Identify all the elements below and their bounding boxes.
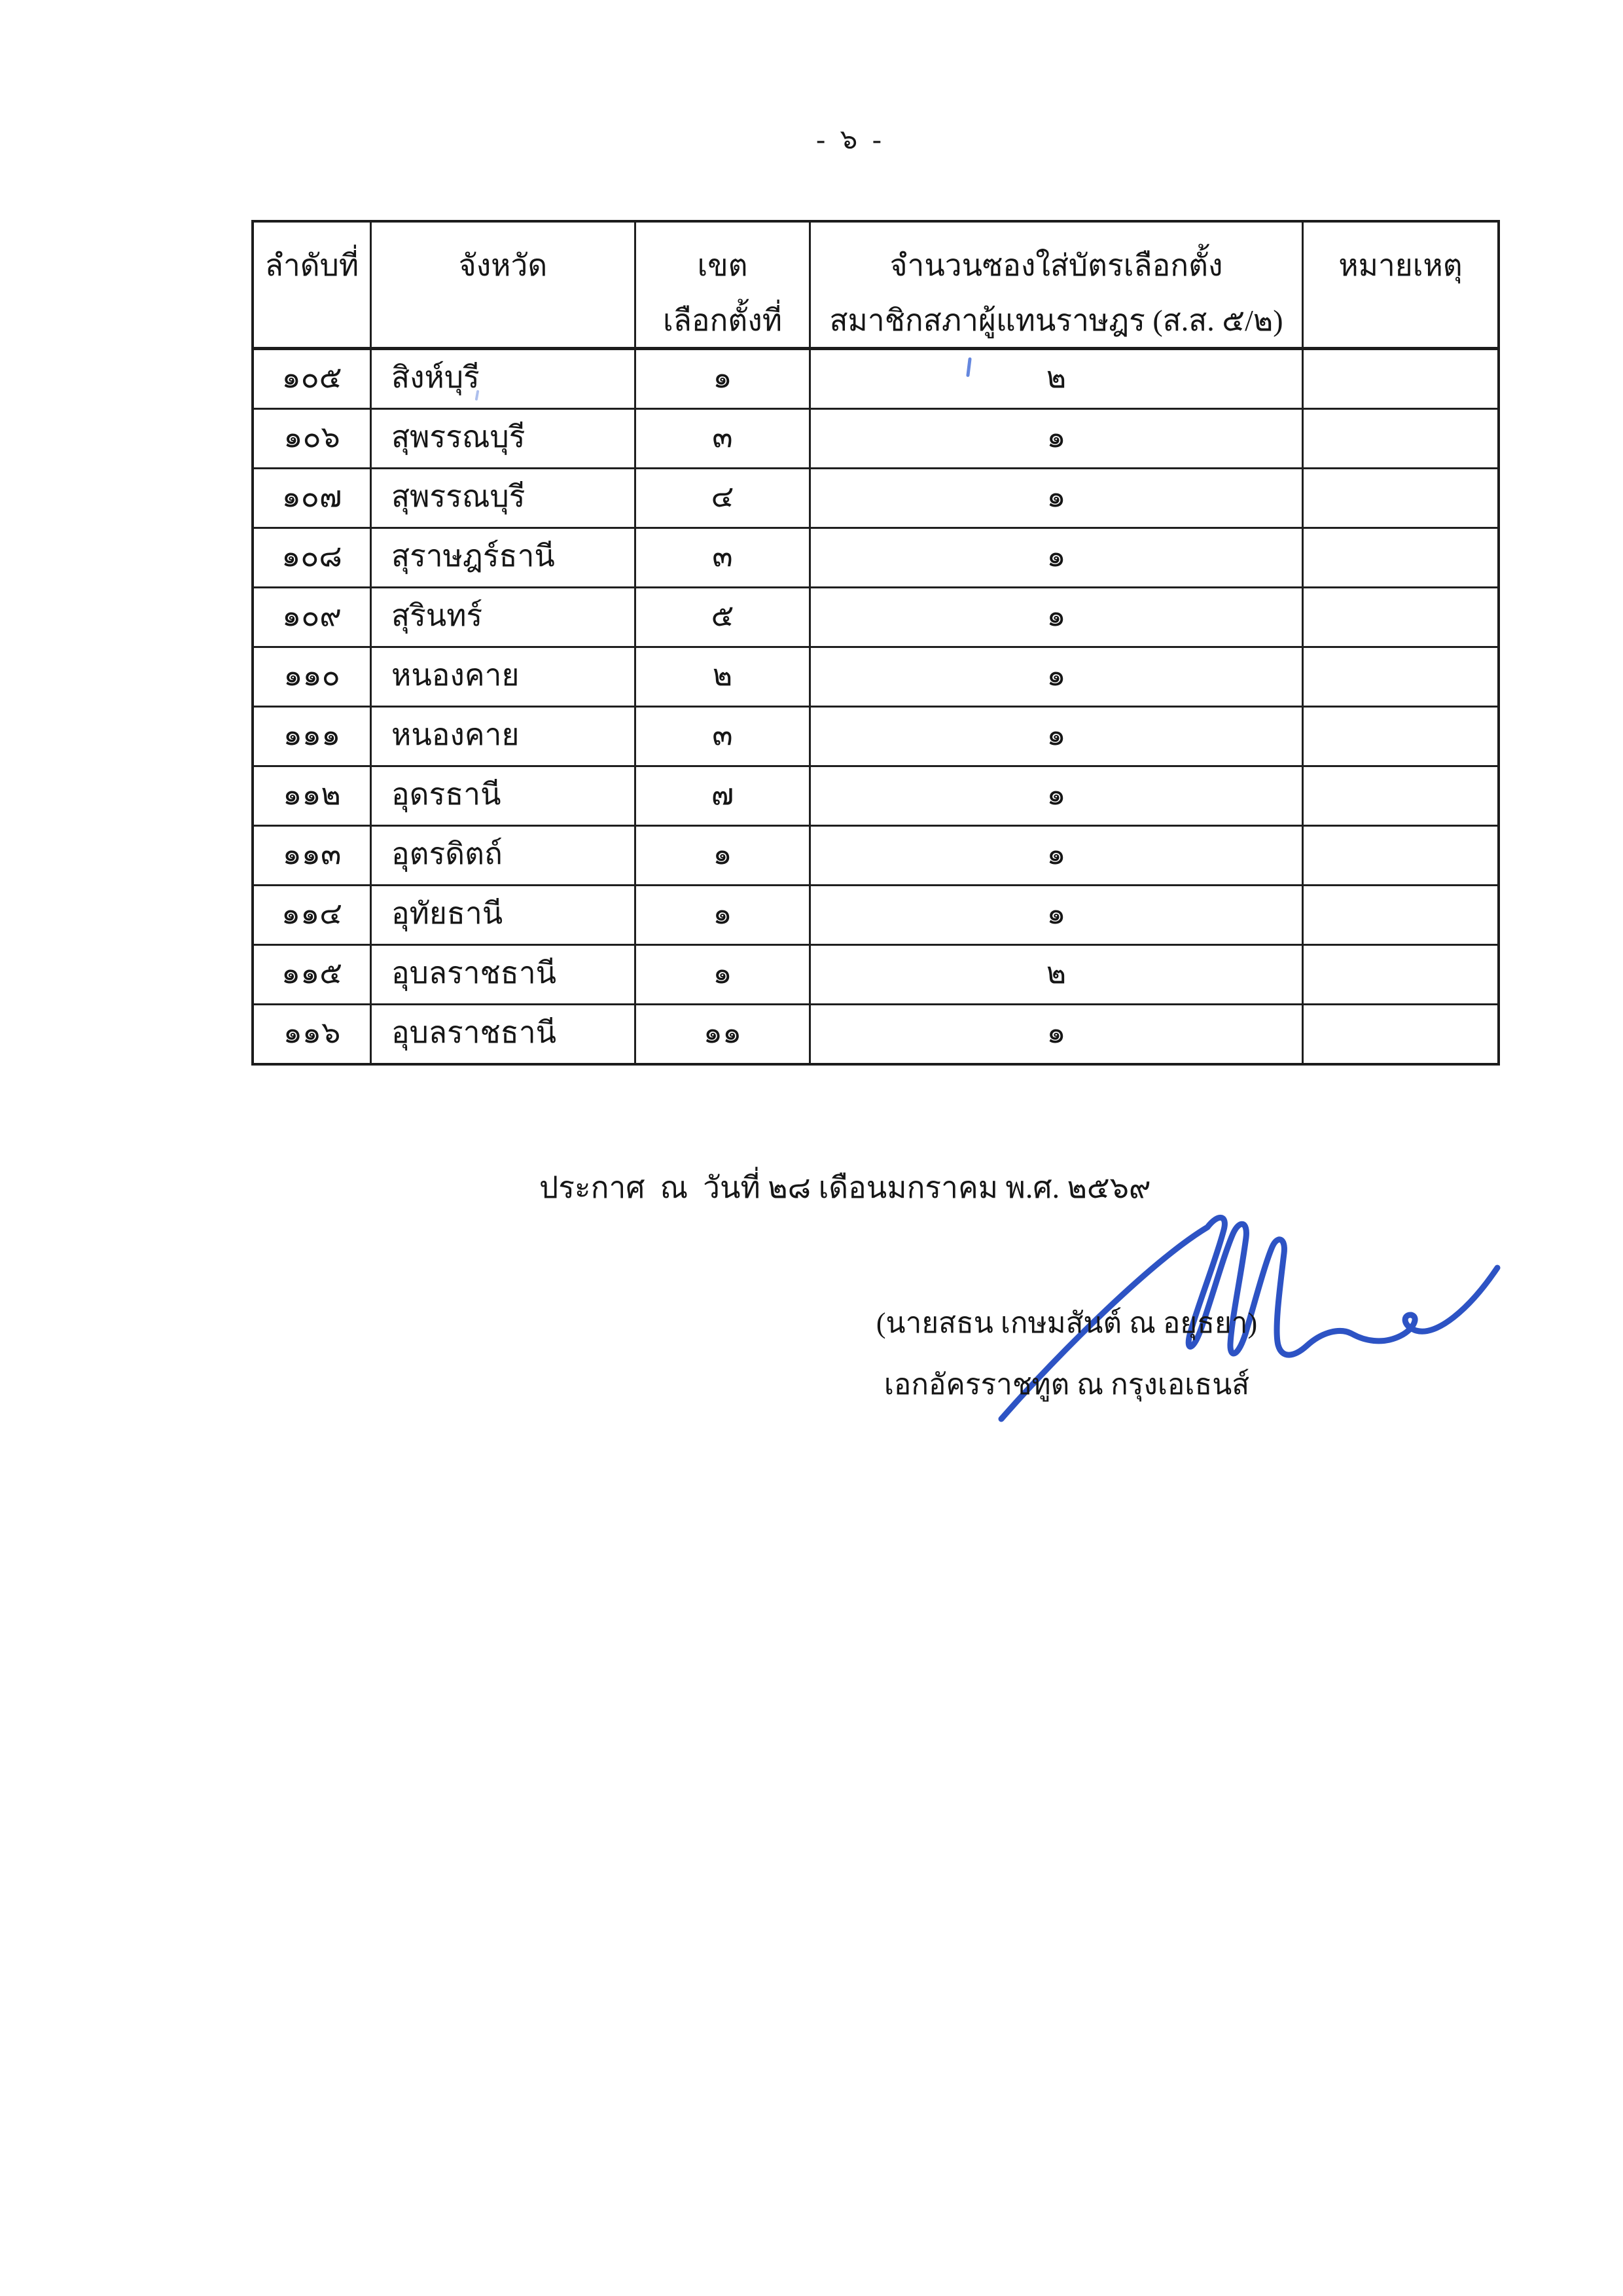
cell-order: ๑๑๑ <box>254 708 372 765</box>
signer-title: เอกอัครราชทูต ณ กรุงเอเธนส์ <box>883 1369 1250 1401</box>
cell-district: ๓ <box>636 410 811 467</box>
cell-province: หนองคาย <box>372 648 636 706</box>
cell-district: ๑ <box>636 350 811 408</box>
cell-district: ๔ <box>636 469 811 527</box>
header-cell-envelopes <box>811 223 1304 348</box>
cell-notes <box>1304 410 1497 467</box>
cell-province: อุทัยธานี <box>372 886 636 944</box>
cell-envelopes: ๑ <box>811 886 1304 944</box>
cell-notes <box>1304 469 1497 527</box>
table-row <box>254 767 1497 827</box>
cell-envelopes: ๑ <box>811 827 1304 884</box>
table-row <box>254 529 1497 588</box>
header-province-label: จังหวัด <box>458 249 548 282</box>
cell-order: ๑๐๗ <box>254 469 372 527</box>
cell-district: ๕ <box>636 588 811 646</box>
cell-notes <box>1304 350 1497 408</box>
cell-order: ๑๑๔ <box>254 886 372 944</box>
cell-district: ๓ <box>636 708 811 765</box>
cell-notes <box>1304 529 1497 586</box>
table-header-row <box>254 223 1497 350</box>
cell-notes <box>1304 946 1497 1003</box>
cell-envelopes: ๑ <box>811 410 1304 467</box>
cell-order: ๑๑๓ <box>254 827 372 884</box>
header-cell-province <box>372 223 636 348</box>
cell-envelopes: ๒ <box>811 946 1304 1003</box>
cell-order: ๑๑๖ <box>254 1005 372 1063</box>
cell-province: หนองคาย <box>372 708 636 765</box>
table-row <box>254 1005 1497 1063</box>
cell-order: ๑๑๐ <box>254 648 372 706</box>
cell-district: ๑ <box>636 827 811 884</box>
table-row <box>254 827 1497 886</box>
cell-district: ๑ <box>636 946 811 1003</box>
cell-envelopes: ๑ <box>811 767 1304 825</box>
cell-order: ๑๐๘ <box>254 529 372 586</box>
cell-province: สุรินทร์ <box>372 588 636 646</box>
cell-order: ๑๐๖ <box>254 410 372 467</box>
cell-district: ๑๑ <box>636 1005 811 1063</box>
cell-order: ๑๑๕ <box>254 946 372 1003</box>
announcement-line: ประกาศ ณ วันที่ ๒๘ เดือนมกราคม พ.ศ. ๒๕๖๙ <box>539 1171 1151 1204</box>
table-row <box>254 469 1497 529</box>
table-row <box>254 886 1497 946</box>
cell-province: สุพรรณบุรี <box>372 410 636 467</box>
cell-notes <box>1304 886 1497 944</box>
table-row <box>254 410 1497 469</box>
cell-notes <box>1304 1005 1497 1063</box>
cell-envelopes: ๑ <box>811 648 1304 706</box>
cell-order: ๑๑๒ <box>254 767 372 825</box>
cell-district: ๒ <box>636 648 811 706</box>
signer-block <box>838 1306 1296 1402</box>
cell-district: ๓ <box>636 529 811 586</box>
table-row <box>254 708 1497 767</box>
table-row <box>254 350 1497 410</box>
cell-notes <box>1304 588 1497 646</box>
cell-order: ๑๐๕ <box>254 350 372 408</box>
cell-district: ๑ <box>636 886 811 944</box>
table-body <box>254 350 1497 1063</box>
cell-notes <box>1304 648 1497 706</box>
cell-envelopes: ๑ <box>811 529 1304 586</box>
cell-province: อุบลราชธานี <box>372 946 636 1003</box>
header-cell-notes <box>1304 223 1497 348</box>
ballot-envelope-table <box>251 220 1500 1066</box>
table-row <box>254 946 1497 1005</box>
header-district-line1: เขต <box>697 249 748 282</box>
cell-province: อุบลราชธานี <box>372 1005 636 1063</box>
cell-envelopes: ๒ <box>811 350 1304 408</box>
table-row <box>254 588 1497 648</box>
cell-order: ๑๐๙ <box>254 588 372 646</box>
table-row <box>254 648 1497 708</box>
cell-notes <box>1304 708 1497 765</box>
header-envelopes-line2: สมาชิกสภาผู้แทนราษฎร (ส.ส. ๕/๒) <box>829 304 1283 337</box>
cell-province: สิงห์บุรี <box>372 350 636 408</box>
cell-envelopes: ๑ <box>811 708 1304 765</box>
cell-envelopes: ๑ <box>811 1005 1304 1063</box>
header-order-label: ลำดับที่ <box>264 249 359 282</box>
cell-province: อุดรธานี <box>372 767 636 825</box>
cell-notes <box>1304 827 1497 884</box>
header-cell-order <box>254 223 372 348</box>
signer-name: (นายสธน เกษมสันต์ ณ อยุธยา) <box>876 1307 1258 1339</box>
header-district-line2: เลือกตั้งที่ <box>662 304 783 337</box>
cell-notes <box>1304 767 1497 825</box>
cell-envelopes: ๑ <box>811 469 1304 527</box>
cell-envelopes: ๑ <box>811 588 1304 646</box>
cell-province: สุราษฎร์ธานี <box>372 529 636 586</box>
page-number: - ๖ - <box>816 125 885 155</box>
cell-district: ๗ <box>636 767 811 825</box>
header-cell-district <box>636 223 811 348</box>
header-envelopes-line1: จำนวนซองใส่บัตรเลือกตั้ง <box>889 249 1223 282</box>
header-notes-label: หมายเหตุ <box>1338 249 1463 282</box>
cell-province: อุตรดิตถ์ <box>372 827 636 884</box>
cell-province: สุพรรณบุรี <box>372 469 636 527</box>
